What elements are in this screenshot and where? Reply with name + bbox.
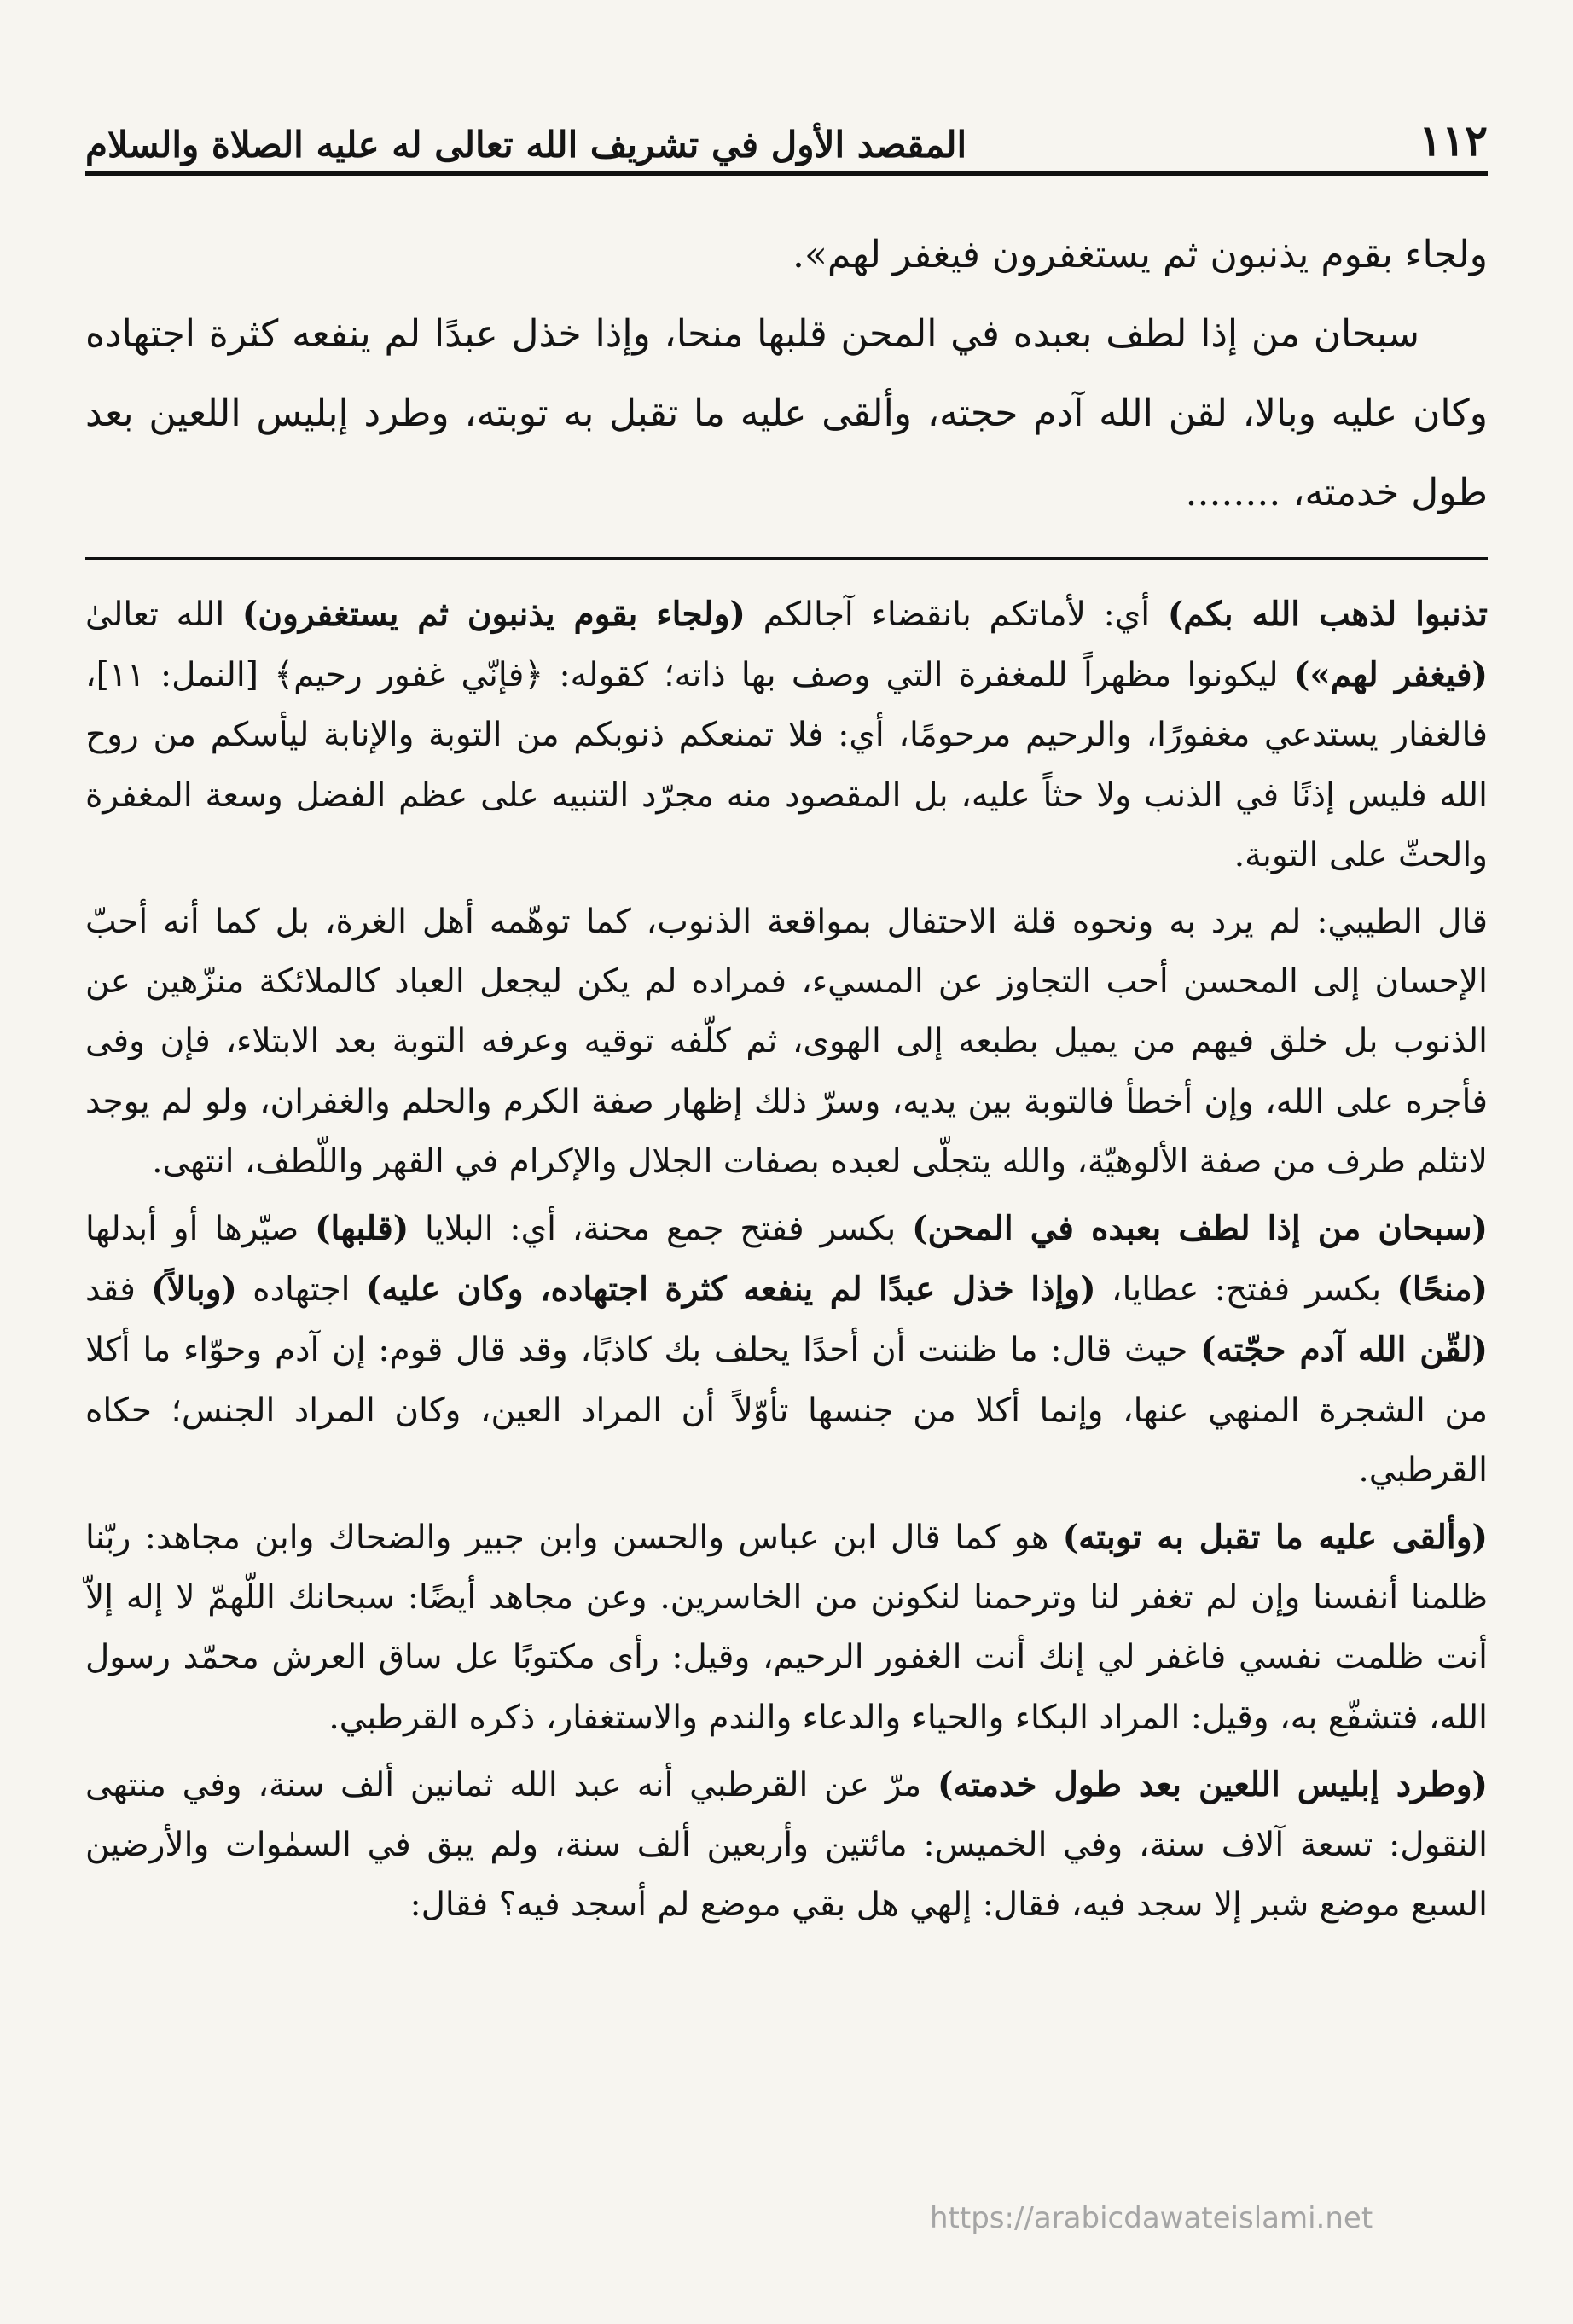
- bold-phrase: (لقّن الله آدم حجّته): [1200, 1330, 1488, 1370]
- main-paragraph-text: سبحان من إذا لطف بعبده في المحن قلبها منحا، وإذا خذل عبدًا لم ينفعه كثرة اجتهاده وكان عليه وبالا، لقن الله آدم حجته، وألقى عليه ما تقبل به توبته، وطرد إبليس اللعين بعد طول خدمته،: [85, 312, 1488, 514]
- header-title: المقصد الأول في تشريف الله تعالى له عليه الصلاة والسلام: [85, 124, 967, 166]
- commentary-text: اجتهاده: [236, 1270, 366, 1310]
- commentary-text: الله تعالىٰ: [85, 596, 242, 634]
- commentary-paragraph: [85, 584, 1488, 886]
- page-number: ١١٢: [1419, 115, 1488, 166]
- commentary-text: بكسر ففتح: عطايا،: [1095, 1270, 1397, 1310]
- commentary-text: أي: لأماتكم بانقضاء آجالكم: [745, 596, 1168, 634]
- main-text: [85, 215, 1488, 532]
- commentary-text: بكسر ففتح جمع محنة، أي: البلايا: [409, 1210, 913, 1249]
- watermark: https://arabicdawateislami.net: [930, 2201, 1373, 2235]
- main-paragraph: ولجاء بقوم يذنبون ثم يستغفرون فيغفر لهم».: [792, 233, 1488, 276]
- bold-phrase: (وطرد إبليس اللعين بعد طول خدمته): [937, 1764, 1488, 1804]
- commentary-text: هو كما قال ابن عباس والحسن وابن جبير والضحاك وابن مجاهد: ربّنا ظلمنا أنفسنا وإن لم تغفر لنا وترحمنا لنكونن من الخاسرين. وعن مجاهد أيضًا: سبحانك اللّهمّ لا إله إلاّ أنت ظلمت نفسي فاغفر لي إنك أنت الغفور الرحيم، وقيل: رأى مكتوبًا عل ساق العرش محمّد رسول الله، فتشفّع به، وقيل: المراد البكاء والحياء والدعاء والندم والاستغفار، ذكره القرطبي.: [85, 1519, 1488, 1737]
- ellipsis-dots: ........: [1185, 471, 1281, 514]
- bold-phrase: (سبحان من إذا لطف بعبده في المحن): [912, 1209, 1488, 1249]
- commentary-text: مرّ عن القرطبي أنه عبد الله ثمانين ألف سنة، وفي منتهى النقول: تسعة آلاف سنة، وفي الخميس: مائتين وأربعين ألف سنة، ولم يبق في السمٰوات والأرضين السبع موضع شبر إلا سجد فيه، فقال: إلهي هل بقي موضع لم أسجد فيه؟ فقال:: [85, 1765, 1488, 1925]
- bold-phrase: (وإذا خذل عبدًا لم ينفعه كثرة اجتهاده، وكان عليه): [365, 1269, 1096, 1310]
- bold-phrase: تذنبوا لذهب الله بكم): [1167, 595, 1488, 634]
- commentary-text: صيّرها أو أبدلها: [85, 1210, 316, 1249]
- commentary-paragraph: [85, 1755, 1488, 1936]
- commentary-paragraph: قال الطيبي: لم يرد به ونحوه قلة الاحتفال بمواقعة الذنوب، كما توهّمه أهل الغرة، بل كما أنه أحبّ الإحسان إلى المحسن أحب التجاوز عن المسيء، فمراده لم يكن ليجعل العباد كالملائكة منزّهين عن الذنوب بل خلق فيهم من يميل بطبعه إلى الهوى، ثم كلّفه توقيه وعرفه التوبة بعد الابتلاء، فإن وفى فأجره على الله، وإن أخطأ فالتوبة بين يديه، وسرّ ذلك إظهار صفة الكرم والحلم والغفران، ولو لم يوجد لانثلم طرف من صفة الألوهيّة، والله يتجلّى لعبده بصفات الجلال والإكرام في القهر واللّطف، انتهى.: [85, 903, 1488, 1181]
- bold-phrase: (قلبها): [315, 1209, 409, 1249]
- main-paragraph: [85, 294, 1488, 532]
- bold-phrase: (ولجاء بقوم يذنبون ثم يستغفرون): [241, 595, 746, 634]
- running-head: [85, 101, 1488, 166]
- commentary-text: ليكونوا مظهراً للمغفرة التي وصف بها ذاته؛ كقوله: ﴿فإنّي غفور رحيم﴾ [النمل: ١١]، فالغفار يستدعي مغفورًا، والرحيم مرحومًا، أي: فلا تمنعكم ذنوبكم من التوبة والإنابة ليأسكم من روح الله فليس إذنًا في الذنب ولا حثاً عليه، بل المقصود منه مجرّد التنبيه على عظم الفضل وسعة المغفرة والحثّ على التوبة.: [85, 656, 1488, 874]
- header-rule: [85, 171, 1488, 176]
- bold-phrase: (فيغفر لهم»): [1293, 655, 1488, 695]
- section-divider: [85, 557, 1488, 560]
- commentary-text: حيث قال: ما ظننت أن أحدًا يحلف بك كاذبًا، وقد قال قوم: إن آدم وحوّاء ما أكلا من الشجرة المنهي عنها، وإنما أكلا من جنسها تأوّلاً أن المراد العين، وكان المراد الجنس؛ حكاه القرطبي.: [85, 1331, 1488, 1490]
- commentary-paragraph: [85, 1508, 1488, 1748]
- bold-phrase: (وألقى عليه ما تقبل به توبته): [1062, 1518, 1488, 1558]
- commentary-paragraph: [85, 1199, 1488, 1501]
- commentary: [85, 584, 1488, 1942]
- bold-phrase: (منحًا): [1396, 1269, 1489, 1310]
- commentary-text: فقد: [85, 1270, 152, 1310]
- bold-phrase: (وبالاً): [151, 1269, 237, 1310]
